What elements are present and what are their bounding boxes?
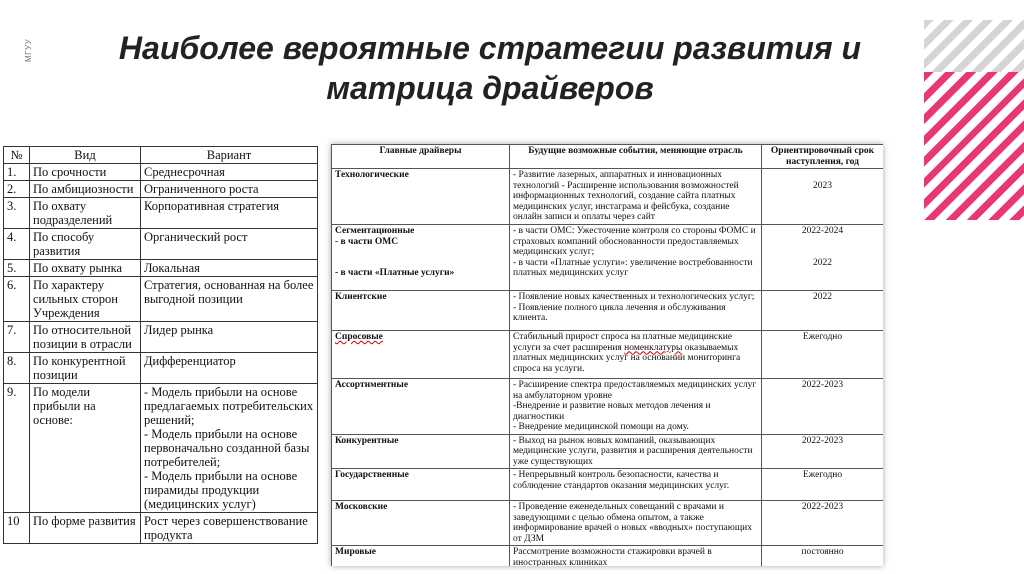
driver-year — [762, 225, 884, 291]
table-row — [332, 546, 884, 567]
driver-events: - Проведение еженедельных совещаний с врачами и заведующими с целью обмена опытом, а также информирование врачей о новых «вводных» поступающих от ДЗМ — [510, 501, 762, 546]
driver-events: - Выход на рынок новых компаний, оказывающих медицинские услуги, развития и расширения деятельности уже существующих — [510, 434, 762, 469]
variant-line: - Модель прибыли на основе первоначально созданной базы потребителей; — [144, 427, 310, 469]
event-line: - в части «Платные услуги»: увеличение востребованности платных медицинских услуг — [513, 257, 753, 278]
row-type: По охвату подразделений — [30, 198, 141, 229]
row-type: По амбициозности — [30, 181, 141, 198]
row-variant: Локальная — [141, 260, 318, 277]
row-type: По форме развития — [30, 513, 141, 544]
year-value: 2022 — [813, 257, 832, 268]
drivers-matrix-panel — [331, 144, 883, 566]
driver-name: Государственные — [332, 469, 510, 501]
driver-events: Рассмотрение возможности стажировки врачей в иностранных клиниках — [510, 546, 762, 567]
row-type: По способу развития — [30, 229, 141, 260]
row-type: По модели прибыли на основе: — [30, 384, 141, 513]
strategy-table — [3, 146, 318, 544]
year-value: 2022-2024 — [801, 226, 844, 236]
table-row — [4, 164, 318, 181]
driver-name: Технологические — [332, 169, 510, 225]
event-line: - Появление новых качественных и технологических услуг; — [513, 292, 755, 302]
driver-name — [332, 225, 510, 291]
driver-name: Клиентские — [332, 291, 510, 331]
table-row — [332, 469, 884, 501]
driver-sub-paid: - в части «Платные услуги» — [335, 268, 455, 278]
driver-events: - Развитие лазерных, аппаратных и инновационных технологий - Расширение использования возможностей информационных технологий, создание сайта платных медицинских услуг, инстаграма и фейсбука, создание онлайн записи и оплаты через сайт — [510, 169, 762, 225]
table-row — [332, 331, 884, 379]
table-row — [332, 225, 884, 291]
row-variant: Стратегия, основанная на более выгодной позиции — [141, 277, 318, 322]
slide-title-line2: матрица драйверов — [326, 70, 654, 106]
row-type: По срочности — [30, 164, 141, 181]
driver-name: Московские — [332, 501, 510, 546]
header-year: Ориентировочный срок наступления, год — [762, 145, 884, 169]
event-line: - Появление полного цикла лечения и обслуживания клиента. — [513, 302, 726, 323]
header-variant: Вариант — [141, 147, 318, 164]
table-row — [4, 277, 318, 322]
variant-line: - Модель прибыли на основе предлагаемых потребительских решений; — [144, 385, 314, 427]
driver-year: 2022-2023 — [762, 434, 884, 469]
row-num: 4. — [4, 229, 30, 260]
driver-events: - Непрерывный контроль безопасности, качества и соблюдение стандартов оказания медицинских услуг. — [510, 469, 762, 501]
row-num: 3. — [4, 198, 30, 229]
row-num: 8. — [4, 353, 30, 384]
slide-title-line1: Наиболее вероятные стратегии развития и — [118, 30, 862, 66]
driver-year: 2022-2023 — [762, 501, 884, 546]
variant-line: - Модель прибыли на основе пирамиды продукции (медицинских услуг) — [144, 469, 298, 511]
driver-year: 2022 — [762, 291, 884, 331]
strategy-table-header — [4, 147, 318, 164]
driver-year: Ежегодно — [762, 469, 884, 501]
table-row — [4, 322, 318, 353]
row-type: По охвату рынка — [30, 260, 141, 277]
row-variant: Среднесрочная — [141, 164, 318, 181]
row-variant: Корпоративная стратегия — [141, 198, 318, 229]
row-num: 1. — [4, 164, 30, 181]
table-row — [4, 229, 318, 260]
driver-year: 2022-2023 — [762, 379, 884, 435]
table-row — [4, 198, 318, 229]
gray-stripes — [924, 20, 1024, 72]
table-row — [4, 353, 318, 384]
row-num: 9. — [4, 384, 30, 513]
row-variant: Ограниченного роста — [141, 181, 318, 198]
row-type: По относительной позиции в отрасли — [30, 322, 141, 353]
table-row — [332, 501, 884, 546]
driver-events — [510, 291, 762, 331]
table-row — [332, 434, 884, 469]
table-row — [4, 384, 318, 513]
driver-name: Мировые — [332, 546, 510, 567]
driver-year — [762, 169, 884, 225]
event-line: - в части ОМС: Ужесточение контроля со стороны ФОМС и страховых компаний обоснованности предоставляемых медицинских услуг; — [513, 226, 756, 257]
row-num: 10 — [4, 513, 30, 544]
drivers-table-header — [332, 145, 884, 169]
event-text: оказываемых платных медицинских услуг на основании мониторинга спроса на услуги. — [513, 342, 741, 374]
header-type: Вид — [30, 147, 141, 164]
year-value: 2023 — [813, 180, 832, 191]
table-row — [4, 513, 318, 544]
row-type: По конкурентной позиции — [30, 353, 141, 384]
table-row — [332, 291, 884, 331]
driver-name: Ассортиментные — [332, 379, 510, 435]
row-variant: Органический рост — [141, 229, 318, 260]
driver-events — [510, 225, 762, 291]
drivers-matrix-table — [331, 144, 883, 566]
slide-title — [60, 28, 920, 108]
side-label: МГУУ — [24, 38, 33, 62]
event-line: - Расширение спектра предоставляемых медицинских услуг на амбулаторном уровне — [513, 380, 757, 401]
decorative-stripes — [924, 20, 1024, 220]
header-events: Будущие возможные события, меняющие отрасль — [510, 145, 762, 169]
event-line: -Внедрение и развитие новых методов лечения и диагностики — [513, 401, 711, 422]
table-row — [4, 181, 318, 198]
driver-name: Конкурентные — [332, 434, 510, 469]
row-variant: Рост через совершенствование продукта — [141, 513, 318, 544]
row-variant: Лидер рынка — [141, 322, 318, 353]
table-row — [332, 169, 884, 225]
header-num: № — [4, 147, 30, 164]
driver-year: постоянно — [762, 546, 884, 567]
driver-year: Ежегодно — [762, 331, 884, 379]
row-num: 5. — [4, 260, 30, 277]
pink-stripes — [924, 72, 1024, 220]
driver-events — [510, 331, 762, 379]
event-text-underlined: номенклатуры — [624, 342, 683, 353]
driver-sub-oms: - в части ОМС — [335, 236, 399, 247]
driver-events — [510, 379, 762, 435]
row-num: 2. — [4, 181, 30, 198]
row-num: 7. — [4, 322, 30, 353]
row-variant — [141, 384, 318, 513]
header-drivers: Главные драйверы — [332, 145, 510, 169]
driver-name — [332, 331, 510, 379]
event-line: - Внедрение медицинской помощи на дому. — [513, 422, 689, 432]
driver-title: Сегментационные — [335, 226, 415, 236]
table-row — [332, 379, 884, 435]
event-text: Стабильный прирост спроса на платные медицинские услуги за счет расширения — [513, 332, 733, 353]
row-variant: Дифференциатор — [141, 353, 318, 384]
driver-title: Спросовые — [335, 332, 383, 342]
table-row — [4, 260, 318, 277]
row-num: 6. — [4, 277, 30, 322]
row-type: По характеру сильных сторон Учреждения — [30, 277, 141, 322]
